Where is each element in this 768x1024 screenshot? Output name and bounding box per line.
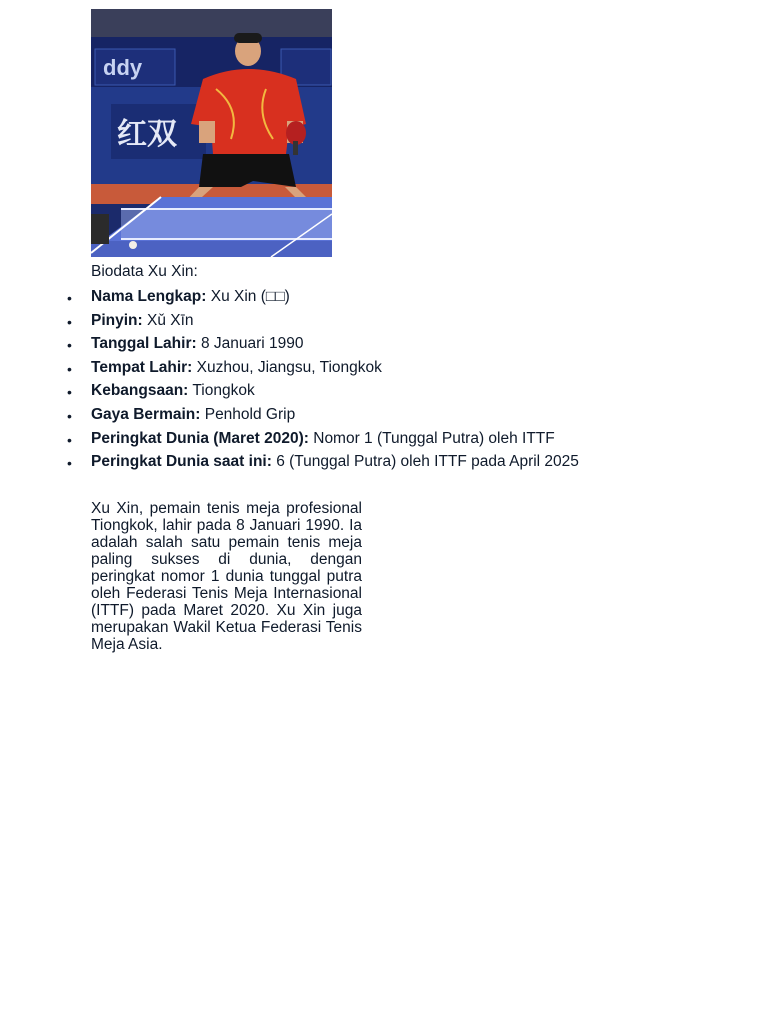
list-item — [67, 310, 579, 334]
item-value: Tiongkok — [188, 382, 255, 400]
svg-text:红双: 红双 — [117, 118, 177, 151]
bullet-icon: • — [67, 290, 72, 306]
list-item — [67, 333, 579, 357]
bullet-icon: • — [67, 384, 72, 401]
item-value: 6 (Tunggal Putra) oleh ITTF pada April 2025 — [271, 453, 579, 471]
item-value: 8 Januari 1990 — [196, 335, 304, 353]
item-label: Kebangsaan: — [91, 382, 189, 400]
bullet-icon: • — [67, 407, 72, 424]
list-item — [67, 380, 579, 404]
item-label: Tanggal Lahir: — [91, 335, 197, 353]
bullet-icon: • — [67, 337, 72, 354]
bullet-icon: • — [67, 313, 72, 330]
biography-paragraph: Xu Xin, pemain tenis meja profesional Tiongkok, lahir pada 8 Januari 1990. Ia adalah salah satu pemain tenis meja paling sukses di dunia, dengan peringkat nomor 1 dunia tunggal putra oleh Federasi Tenis Meja Internasional (ITTF) pada Maret 2020. Xu Xin juga merupakan Wakil Ketua Federasi Tenis Meja Asia. — [91, 500, 362, 653]
item-value: Xǔ Xīn — [142, 311, 194, 329]
item-value: Nomor 1 (Tunggal Putra) oleh ITTF — [308, 429, 555, 447]
list-item — [67, 428, 579, 452]
list-item — [67, 357, 579, 381]
item-label: Nama Lengkap: — [91, 288, 207, 305]
list-item — [67, 451, 579, 475]
biodata-list — [67, 286, 579, 475]
list-item — [67, 404, 579, 428]
item-label: Peringkat Dunia saat ini: — [91, 453, 272, 471]
item-value: Xuzhou, Jiangsu, Tiongkok — [192, 358, 382, 376]
svg-text:ddy: ddy — [103, 55, 143, 80]
player-photo — [91, 9, 332, 257]
item-value: Penhold Grip — [200, 405, 296, 423]
item-label: Peringkat Dunia (Maret 2020): — [91, 429, 309, 447]
biodata-heading: Biodata Xu Xin: — [91, 263, 198, 280]
bullet-icon: • — [67, 455, 72, 472]
bullet-icon: • — [67, 360, 72, 377]
list-item — [67, 286, 579, 310]
item-label: Gaya Bermain: — [91, 405, 201, 423]
item-label: Pinyin: — [91, 311, 143, 329]
bullet-icon: • — [67, 431, 72, 448]
item-label: Tempat Lahir: — [91, 358, 193, 376]
item-value: Xu Xin (□□) — [206, 288, 290, 305]
